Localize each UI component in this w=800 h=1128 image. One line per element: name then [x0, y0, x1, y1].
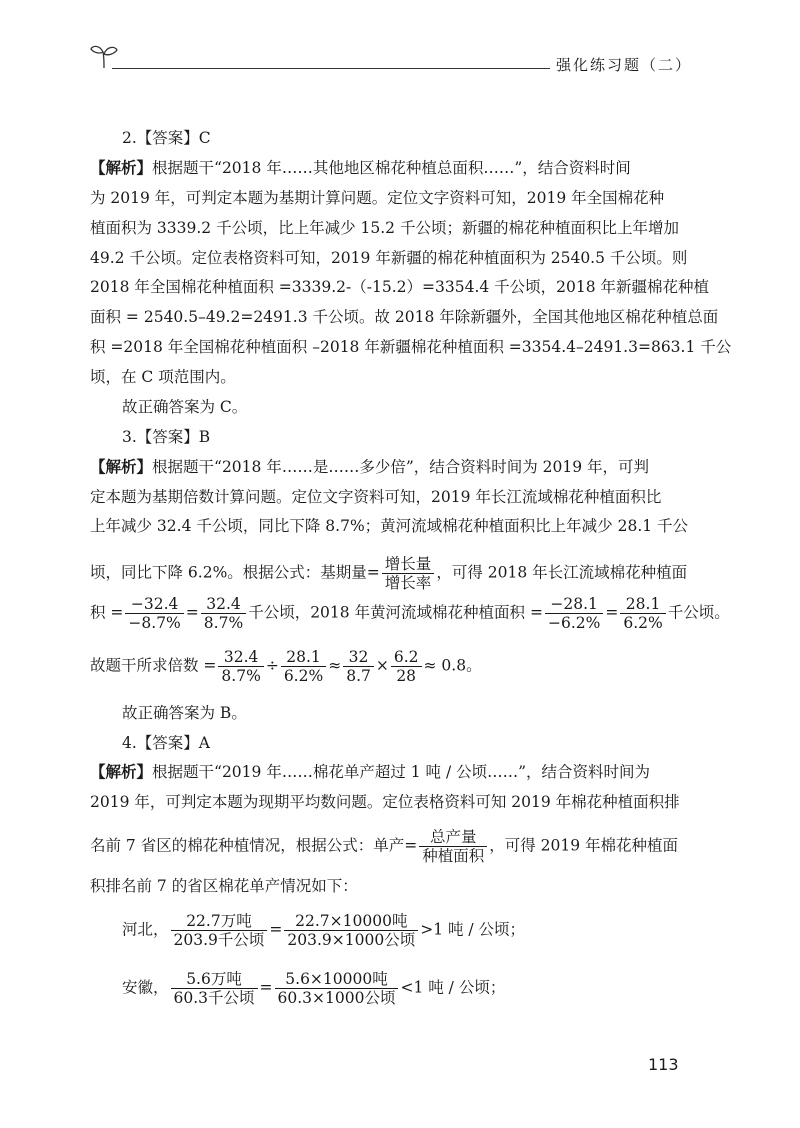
- fraction: $\frac{\text{总产量}}{\text{种植面积}}$: [419, 828, 487, 865]
- fraction: $\frac{-32.4}{-8.7\%}$: [125, 595, 183, 632]
- q2-analysis-line-7: 积 =2018 年全国棉花种植面积 –2018 年新疆棉花种植面积 =3354.4–2491.3=863.1 千公: [90, 338, 732, 356]
- q3-formula-line-3: 故题干所求倍数 = $\frac{32.4}{8.7\%}$ ÷ $\frac{28.1}{6.2\%}$ ≈ $\frac{32}{8.7}$ × $\frac{6.2}{28}$ ≈ 0.8。: [90, 648, 482, 685]
- fraction: $\frac{\text{5.6×10000吨}}{\text{60.3×1000公顷}}$: [275, 970, 399, 1007]
- q4-analysis-line-3: 积排名前 7 的省区棉花单产情况如下：: [90, 877, 358, 895]
- analysis-label: 【解析】: [90, 457, 153, 476]
- q3-analysis-line-1: 【解析】根据题干“2018 年……是……多少倍”，结合资料时间为 2019 年，可判: [90, 457, 650, 476]
- q3-answer: 3.【答案】B: [122, 428, 211, 446]
- q2-analysis-line-3: 植面积为 3339.2 千公顷，比上年减少 15.2 千公顷；新疆的棉花种植面积比上年增加: [90, 219, 679, 237]
- q4-answer: 4.【答案】A: [122, 734, 210, 752]
- page-number: 113: [648, 1055, 679, 1074]
- q2-analysis-line-4: 49.2 千公顷。定位表格资料可知，2019 年新疆的棉花种植面积为 2540.5 千公顷。则: [90, 249, 688, 267]
- fraction: $\frac{\text{22.7万吨}}{\text{203.9千公顷}}$: [171, 912, 268, 949]
- fraction: $\frac{32.4}{8.7\%}$: [201, 595, 246, 632]
- sprout-icon: [90, 40, 120, 70]
- fraction: $\frac{\text{5.6万吨}}{\text{60.3千公顷}}$: [171, 970, 258, 1007]
- q3-formula-line-1: 顷，同比下降 6.2%。根据公式：基期量= $\frac{\text{增长量}}{\text{增长率}}$ ，可得 2018 年长江流域棉花种植面: [90, 555, 688, 592]
- q2-analysis-line-8: 顷，在 C 项范围内。: [90, 368, 236, 386]
- q4-analysis-line-2: 2019 年，可判定本题为现期平均数问题。定位表格资料可知 2019 年棉花种植面积排: [90, 793, 680, 811]
- page-header: [90, 40, 700, 80]
- header-rule: [112, 68, 550, 69]
- fraction: $\frac{28.1}{6.2\%}$: [620, 595, 665, 632]
- fraction: $\frac{-28.1}{-6.2\%}$: [545, 595, 603, 632]
- fraction: $\frac{\text{增长量}}{\text{增长率}}$: [382, 555, 435, 592]
- section-title: 强化练习题（二）: [555, 56, 692, 74]
- q3-analysis-line-2: 定本题为基期倍数计算问题。定位文字资料可知，2019 年长江流域棉花种植面积比: [90, 488, 662, 506]
- analysis-label: 【解析】: [90, 762, 153, 781]
- q3-analysis-line-3: 上年减少 32.4 千公顷，同比下降 8.7%；黄河流域棉花种植面积比上年减少 28.1 千公: [90, 517, 689, 535]
- q2-analysis-line-5: 2018 年全国棉花种植面积 =3339.2-（-15.2）=3354.4 千公顷，2018 年新疆棉花种植: [90, 278, 710, 296]
- q4-formula-line-1: 名前 7 省区的棉花种植情况，根据公式：单产= $\frac{\text{总产量}}{\text{种植面积}}$ ，可得 2019 年棉花种植面: [90, 828, 679, 865]
- fraction: $\frac{\text{22.7×10000吨}}{\text{203.9×1000公顷}}$: [284, 912, 418, 949]
- analysis-label: 【解析】: [90, 158, 153, 177]
- fraction: $\frac{32.4}{8.7\%}$: [218, 648, 263, 685]
- q3-conclusion: 故正确答案为 B。: [122, 704, 247, 722]
- fraction: $\frac{32}{8.7}$: [343, 648, 374, 685]
- fraction: $\frac{28.1}{6.2\%}$: [281, 648, 326, 685]
- q4-hebei-formula: 河北， $\frac{\text{22.7万吨}}{\text{203.9千公顷}}$ = $\frac{\text{22.7×10000吨}}{\text{203.9×1000公顷}}$ >1 吨 / 公顷；: [122, 912, 526, 949]
- q4-anhui-formula: 安徽， $\frac{\text{5.6万吨}}{\text{60.3千公顷}}$ = $\frac{\text{5.6×10000吨}}{\text{60.3×1000公顷}}$ <1 吨 / 公顷；: [122, 970, 506, 1007]
- q2-answer: 2.【答案】C: [122, 129, 211, 147]
- q2-analysis-line-6: 面积 = 2540.5–49.2=2491.3 千公顷。故 2018 年除新疆外，全国其他地区棉花种植总面: [90, 308, 719, 326]
- q4-analysis-line-1: 【解析】根据题干“2019 年……棉花单产超过 1 吨 / 公顷……”，结合资料时间为: [90, 762, 651, 781]
- q3-formula-line-2: 积 = $\frac{-32.4}{-8.7\%}$ = $\frac{32.4}{8.7\%}$ 千公顷，2018 年黄河流域棉花种植面积 = $\frac{-28.1}{-6.2\%}$ = $\frac{28.1}{6.2\%}$ 千公顷。: [90, 595, 730, 632]
- q2-analysis-line-1: 【解析】根据题干“2018 年……其他地区棉花种植总面积……”，结合资料时间: [90, 158, 631, 177]
- fraction: $\frac{6.2}{28}$: [391, 648, 422, 685]
- q2-conclusion: 故正确答案为 C。: [122, 398, 248, 416]
- q2-analysis-line-2: 为 2019 年，可判定本题为基期计算问题。定位文字资料可知，2019 年全国棉花种: [90, 189, 665, 207]
